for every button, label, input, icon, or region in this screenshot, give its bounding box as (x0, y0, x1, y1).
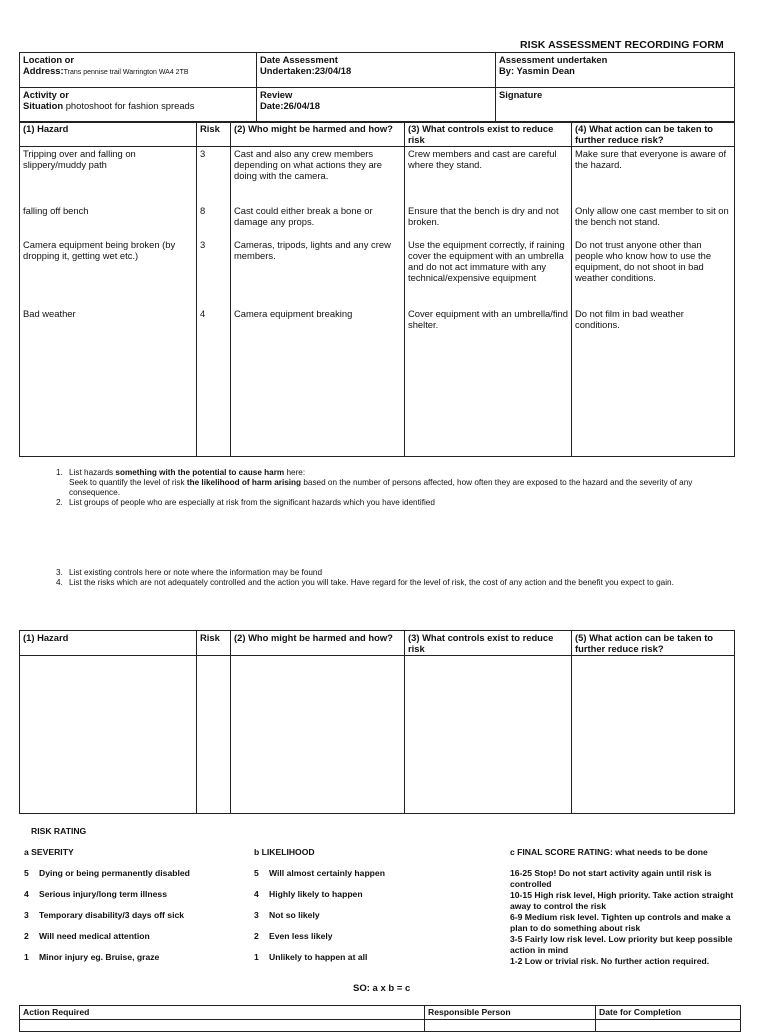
hazard-2: falling off bench (23, 205, 89, 216)
header-table (19, 52, 735, 123)
note-1-text-e: the likelihood of harm arising (186, 478, 302, 487)
likelihood-text: Unlikely to happen at all (269, 952, 368, 962)
date-completion-cell[interactable] (596, 1020, 741, 1032)
note-3-text: List existing controls here or note where the information may be found (69, 568, 323, 577)
col-action: (4) What action can be taken to further reduce risk? (572, 122, 735, 147)
activity-cell (20, 88, 257, 123)
severity-item (24, 889, 167, 900)
risk-column-cell (197, 147, 231, 457)
blank-hazard-cell[interactable] (20, 656, 197, 814)
col-controls: (3) What controls exist to reduce risk (405, 122, 572, 147)
action-required-table (19, 1005, 741, 1032)
formula: SO: a x b = c (353, 983, 411, 994)
note-1-text-b: something with the potential to cause harm (115, 468, 285, 477)
blank-controls-cell[interactable] (405, 656, 572, 814)
review-cell (257, 88, 496, 123)
hazard-table (19, 121, 735, 457)
note-2-number: 2. (56, 498, 63, 507)
date-assessment-cell (257, 53, 496, 88)
controls-1: Crew members and cast are careful where they stand. (408, 148, 557, 170)
location-label: Location or (23, 54, 75, 65)
note-1-text-a: List hazards (69, 468, 116, 477)
col-hazard: (1) Hazard (20, 122, 197, 147)
hazard-3: Camera equipment being broken (by dropping it, getting wet etc.) (23, 239, 176, 261)
final-score-title: c FINAL SCORE RATING: what needs to be done (510, 847, 708, 857)
severity-text: Temporary disability/3 days off sick (39, 910, 185, 920)
hazard-table-blank (19, 630, 735, 814)
assessment-label: Assessment undertaken (499, 54, 608, 65)
severity-item (24, 952, 159, 963)
likelihood-item (254, 952, 367, 963)
review-date: Date:26/04/18 (260, 100, 320, 111)
activity-label: Activity or (23, 89, 69, 100)
who-2: Cast could either break a bone or damage any props. (234, 205, 373, 227)
likelihood-number: 5 (254, 868, 259, 878)
severity-item (24, 910, 184, 921)
risk-1: 3 (200, 148, 206, 159)
severity-number: 1 (24, 952, 29, 962)
severity-text: Minor injury eg. Bruise, graze (39, 952, 160, 962)
note-1 (56, 468, 716, 498)
who-1: Cast and also any crew members depending on what actions they are doing with the camera. (234, 148, 383, 181)
who-4: Camera equipment breaking (234, 308, 353, 319)
blank-row (20, 656, 735, 814)
blank-action-cell[interactable] (572, 656, 735, 814)
action-required-cell[interactable] (20, 1020, 425, 1032)
note-1-text-d: Seek to quantify the level of risk (69, 478, 187, 487)
col2-hazard: (1) Hazard (20, 631, 197, 656)
blank-risk-cell[interactable] (197, 656, 231, 814)
hazard-column-cell (20, 147, 197, 457)
col-risk: Risk (197, 122, 231, 147)
col2-controls: (3) What controls exist to reduce risk (405, 631, 572, 656)
likelihood-text: Will almost certainly happen (269, 868, 385, 878)
likelihood-number: 2 (254, 931, 259, 941)
col2-action: (5) What action can be taken to further reduce risk? (572, 631, 735, 656)
note-4-number: 4. (56, 578, 63, 587)
likelihood-number: 4 (254, 889, 259, 899)
activity-value: photoshoot for fashion spreads (65, 100, 195, 111)
final-score-item: 3-5 Fairly low risk level. Low priority but keep possible action in mind (510, 934, 733, 955)
date-assessment-label: Date Assessment (260, 54, 338, 65)
action-2: Only allow one cast member to sit on the bench not stand. (575, 205, 729, 227)
final-score-item: 6-9 Medium risk level. Tighten up controls and make a plan to do something about risk (510, 912, 731, 933)
severity-number: 4 (24, 889, 29, 899)
final-score-item: 10-15 High risk level, High priority. Take action straight away to control the risk (510, 890, 734, 911)
severity-text: Serious injury/long term illness (39, 889, 167, 899)
note-4-text: List the risks which are not adequately controlled and the action you will take. Have regard for the level of risk, the cost of any action and the benefit you expect to gain. (69, 578, 674, 587)
location-value: Trans pennise trail Warrington WA4 2TB (63, 69, 189, 76)
action-1: Make sure that everyone is aware of the hazard. (575, 148, 727, 170)
location-cell (20, 53, 257, 88)
who-3: Cameras, tripods, lights and any crew members. (234, 239, 391, 261)
form-title: RISK ASSESSMENT RECORDING FORM (520, 39, 724, 51)
severity-title: a SEVERITY (24, 847, 74, 857)
risk-2: 8 (200, 205, 206, 216)
notes-bottom (56, 568, 728, 588)
address-label: Address: (23, 65, 64, 76)
note-1-text-c: here: (284, 468, 306, 477)
col2-who-harmed: (2) Who might be harmed and how? (231, 631, 405, 656)
note-1-number: 1. (56, 468, 63, 477)
controls-4: Cover equipment with an umbrella/find shelter. (408, 308, 568, 330)
likelihood-item (254, 889, 363, 900)
likelihood-text: Even less likely (269, 931, 333, 941)
date-completion-header: Date for Completion (596, 1006, 741, 1020)
likelihood-number: 3 (254, 910, 259, 920)
likelihood-text: Not so likely (269, 910, 320, 920)
action-required-header: Action Required (20, 1006, 425, 1020)
likelihood-item (254, 931, 333, 942)
note-4 (56, 578, 728, 588)
risk-3: 3 (200, 239, 206, 250)
hazard-4: Bad weather (23, 308, 76, 319)
hazard-row-body (20, 147, 735, 457)
severity-number: 2 (24, 931, 29, 941)
severity-number: 5 (24, 868, 29, 878)
review-label: Review (260, 89, 293, 100)
assessor-name: By: Yasmin Dean (499, 65, 575, 76)
controls-column-cell (405, 147, 572, 457)
responsible-person-cell[interactable] (425, 1020, 596, 1032)
severity-text: Will need medical attention (39, 931, 150, 941)
severity-item (24, 868, 190, 879)
note-2 (56, 498, 716, 508)
date-undertaken: Undertaken:23/04/18 (260, 65, 352, 76)
who-column-cell (231, 147, 405, 457)
action-3: Do not trust anyone other than people who know how to use the equipment, do not shoot in bad weather conditions. (575, 239, 712, 283)
col-who-harmed: (2) Who might be harmed and how? (231, 122, 405, 147)
signature-label: Signature (499, 89, 543, 100)
final-score-item: 1-2 Low or trivial risk. No further action required. (510, 956, 710, 966)
risk-rating-title: RISK RATING (31, 826, 87, 836)
controls-2: Ensure that the bench is dry and not broken. (408, 205, 559, 227)
hazard-1: Tripping over and falling on slippery/muddy path (23, 148, 136, 170)
blank-who-cell[interactable] (231, 656, 405, 814)
likelihood-text: Highly likely to happen (269, 889, 363, 899)
signature-cell (496, 88, 735, 123)
severity-item (24, 931, 150, 942)
col2-risk: Risk (197, 631, 231, 656)
situation-label: Situation (23, 100, 64, 111)
controls-3: Use the equipment correctly, if raining cover the equipment with an umbrella and do not act immature with any technical/expensive equipment (408, 239, 565, 283)
likelihood-item (254, 910, 320, 921)
risk-4: 4 (200, 308, 206, 319)
note-3 (56, 568, 728, 578)
likelihood-title: b LIKELIHOOD (254, 847, 315, 857)
severity-text: Dying or being permanently disabled (39, 868, 190, 878)
note-2-text: List groups of people who are especially at risk from the significant hazards which you have identified (69, 498, 435, 507)
notes-top (56, 468, 716, 508)
note-3-number: 3. (56, 568, 63, 577)
note-1-text-f: based on the number of persons affected, how often they are exposed to the hazard and the severity of any consequence. (69, 478, 693, 497)
responsible-person-header: Responsible Person (425, 1006, 596, 1020)
likelihood-item (254, 868, 385, 879)
severity-number: 3 (24, 910, 29, 920)
final-score-list (510, 868, 745, 967)
action-4: Do not film in bad weather conditions. (575, 308, 684, 330)
action-column-cell (572, 147, 735, 457)
likelihood-number: 1 (254, 952, 259, 962)
assessor-cell (496, 53, 735, 88)
final-score-item: 16-25 Stop! Do not start activity again until risk is controlled (510, 868, 712, 889)
